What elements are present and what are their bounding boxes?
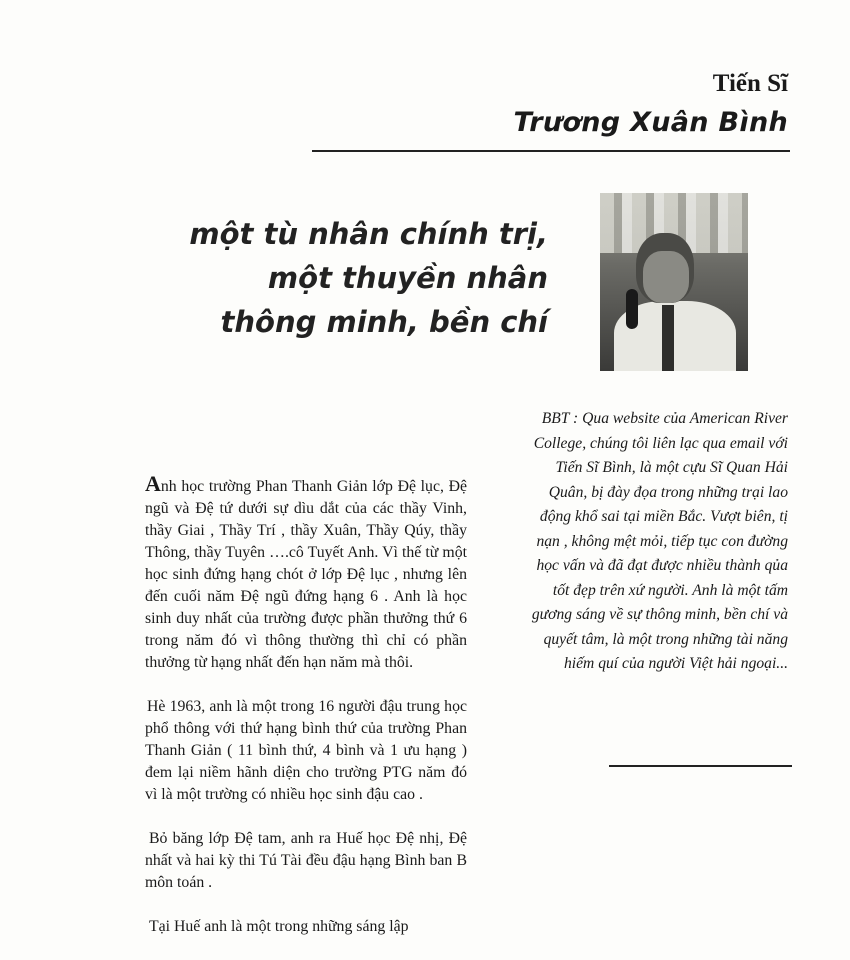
author-name: Trương Xuân Bình: [513, 107, 788, 138]
body-paragraph-4: Tại Huế anh là một trong những sáng lập: [149, 918, 409, 935]
article-headline: [78, 212, 548, 344]
microphone-icon: [626, 289, 638, 329]
photo-tie: [662, 305, 674, 371]
top-divider: [312, 150, 790, 152]
body-paragraph-3: Bỏ băng lớp Đệ tam, anh ra Huế học Đệ nhị, Đệ nhất và hai kỳ thi Tú Tài đều đậu hạng Bình ban B môn toán .: [145, 830, 467, 891]
headline-line-2: một thuyền nhân: [267, 261, 548, 295]
article-body: [145, 473, 467, 960]
headline-line-3: thông minh, bền chí: [220, 305, 548, 339]
editorial-intro: BBT : Qua website của American River College, chúng tôi liên lạc qua email với Tiến Sĩ Bình, là một cựu Sĩ Quan Hải Quân, bị đày đọa trong những trại lao động khổ sai tại miền Bắc. Vượt biên, tị nạn , không mệt mỏi, tiếp tục con đường học vấn và đã đạt được nhiều thành qủa tốt đẹp trên xứ người. Anh là một tấm gương sáng về sự thông minh, bền chí và quyết tâm, là một trong những tài năng hiếm quí của người Việt hải ngoại...: [531, 410, 788, 672]
author-photo: [600, 193, 748, 371]
drop-cap: A: [145, 471, 161, 496]
bottom-divider: [609, 765, 792, 767]
body-paragraph-1: [145, 473, 467, 674]
body-paragraph-1-text: nh học trường Phan Thanh Giản lớp Đệ lục, Đệ ngũ và Đệ tứ dưới sự dìu dắt của các thầy Vinh, thầy Giai , Thầy Trí , thầy Xuân, Thầy Qúy, thầy Thông, thầy Tuyên ….cô Tuyết Anh. Vì thế từ một học sinh đứng hạng chót ở lớp Đệ lục , nhưng lên đến cuối năm Đệ ngũ đứng hạng 6 . Anh là học sinh duy nhất của trường được phần thưởng thứ 6 trong năm đó vì thông thường thì chỉ có phần thưởng từ hạng nhất đến hạn năm mà thôi.: [145, 478, 467, 671]
photo-face: [643, 251, 689, 303]
headline-line-1: một tù nhân chính trị,: [189, 217, 548, 251]
body-paragraph-2: Hè 1963, anh là một trong 16 người đậu trung học phổ thông với thứ hạng bình thứ của trường Phan Thanh Giản ( 11 bình thứ, 4 bình và 1 ưu hạng ) đem lại niềm hãnh diện cho trường PTG năm đó vì là một trường có nhiều học sinh đậu cao .: [145, 698, 467, 803]
author-title: Tiến Sĩ: [712, 70, 788, 97]
